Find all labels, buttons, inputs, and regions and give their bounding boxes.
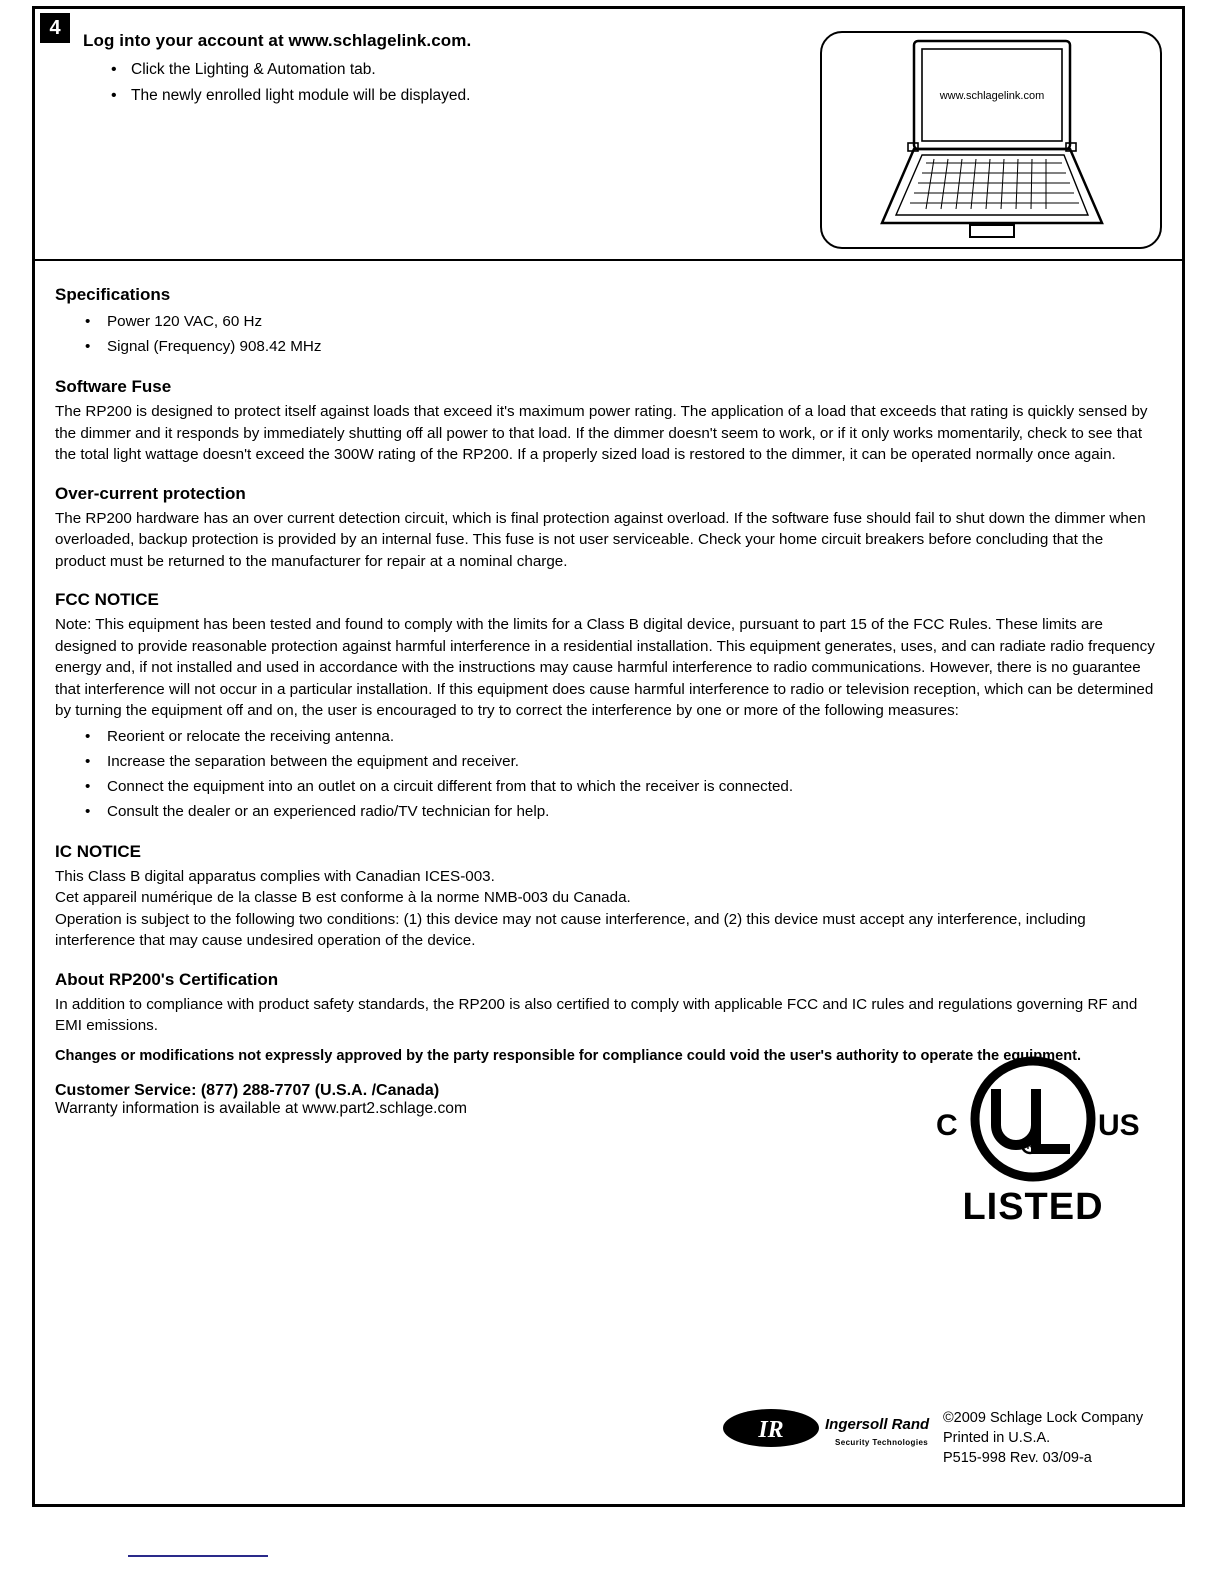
fcc-measures-list — [55, 724, 1158, 824]
step-bullet-list — [103, 57, 470, 109]
svg-text:R: R — [1026, 1141, 1034, 1151]
document-page — [32, 6, 1185, 1507]
ingersoll-rand-logo-icon — [723, 1406, 923, 1462]
list-item: • Connect the equipment into an outlet on a circuit different from that to which the receiver is connected. — [107, 774, 1158, 799]
step-4-block — [35, 9, 1182, 261]
ic-notice-heading: IC NOTICE — [55, 841, 141, 861]
list-item: • Increase the separation between the equipment and receiver. — [107, 749, 1158, 774]
laptop-illustration-frame — [820, 31, 1162, 249]
certification-heading: About RP200's Certification — [55, 969, 279, 989]
certification-body: In addition to compliance with product safety standards, the RP200 is also certified to comply with applicable FCC and IC rules and regulations governing RF and EMI emissions. — [55, 995, 1138, 1034]
footer-printed: Printed in U.S.A. — [943, 1430, 1051, 1446]
step-number-badge: 4 — [40, 13, 70, 43]
software-fuse-heading: Software Fuse — [55, 377, 172, 396]
list-item: • The newly enrolled light module will be displayed. — [131, 83, 470, 109]
step-title: Log into your account at www.schlagelink.com. — [83, 31, 472, 50]
ul-listed-mark — [918, 1049, 1148, 1249]
ic-notice-line-2: Cet appareil numérique de la classe B est conforme à la norme NMB-003 du Canada. — [55, 889, 631, 906]
ic-notice-line-3: Operation is subject to the following two conditions: (1) this device may not cause interference, and (2) this device must accept any interference, including interference that may cause undesired operation of the device. — [55, 910, 1086, 949]
ul-listed-text: LISTED — [962, 1186, 1104, 1228]
list-item: • Click the Lighting & Automation tab. — [131, 57, 470, 83]
list-item: • Consult the dealer or an experienced radio/TV technician for help. — [107, 799, 1158, 824]
fcc-notice-body: Note: This equipment has been tested and found to comply with the limits for a Class B digital device, pursuant to part 15 of the FCC Rules. These limits are designed to provide reasonable protection against harmful interference in a residential installation. This equipment generates, uses, and can radiate radio frequency energy and, if not installed and used in accordance with the instructions may cause harmful interference to radio communications. However, there is no guarantee that interference will not occur in a particular installation. If this equipment does cause harmful interference to radio or television reception, which can be determined by turning the equipment off and on, the user is encouraged to try to correct the interference by one or more of the following measures: — [55, 616, 1155, 719]
ul-logo-icon — [918, 1049, 1148, 1249]
footer-doc-id: P515-998 Rev. 03/09-a — [943, 1450, 1092, 1466]
footer-brand: Ingersoll Rand — [825, 1416, 930, 1433]
footer-tagline: Security Technologies — [835, 1438, 929, 1447]
list-item: • Power 120 VAC, 60 Hz — [107, 309, 1158, 334]
certification-warning: Changes or modifications not expressly approved by the party responsible for compliance could void the user's authority to operate the equipment. — [55, 1047, 1082, 1064]
specifications-heading: Specifications — [55, 285, 171, 304]
document-body — [35, 261, 1182, 1118]
ul-left-letter: C — [936, 1109, 958, 1142]
page-footer — [35, 1402, 1182, 1482]
over-current-heading: Over-current protection — [55, 483, 246, 503]
specifications-list — [55, 309, 1158, 359]
footer-copyright-block — [943, 1408, 1143, 1468]
ic-notice-line-1: This Class B digital apparatus complies with Canadian ICES-003. — [55, 867, 495, 885]
list-item: • Reorient or relocate the receiving antenna. — [107, 724, 1158, 749]
software-fuse-body: The RP200 is designed to protect itself against loads that exceed it's maximum power rating. The application of a load that exceeds that rating is quickly sensed by the dimmer and it responds by immediately shutting off all power to that load. If the dimmer doesn't seem to work, or if it only works momentarily, check to see that the total light wattage doesn't exceed the 300W rating of the RP200. If a properly sized load is restored to the dimmer, it can be operated normally once again. — [55, 403, 1148, 463]
laptop-screen-text: www.schlagelink.com — [939, 90, 1045, 102]
footer-copyright: ©2009 Schlage Lock Company — [943, 1410, 1144, 1426]
laptop-icon — [822, 33, 1160, 247]
ul-right-letter: US — [1098, 1109, 1140, 1142]
fcc-notice-heading: FCC NOTICE — [55, 590, 159, 609]
bottom-rule — [128, 1555, 268, 1557]
over-current-body: The RP200 hardware has an over current detection circuit, which is final protection against overload. If the software fuse should fail to shut down the dimmer when overloaded, backup protection is provided by an internal fuse. This fuse is not user serviceable. Check your home circuit breakers before concluding that the product must be returned to the manufacturer for repair at a nominal charge. — [55, 509, 1146, 570]
customer-service-line: Customer Service: (877) 288-7707 (U.S.A. /Canada) — [55, 1081, 440, 1099]
svg-text:IR: IR — [758, 1417, 784, 1443]
list-item: • Signal (Frequency) 908.42 MHz — [107, 334, 1158, 359]
warranty-line: Warranty information is available at www.part2.schlage.com — [55, 1099, 467, 1117]
